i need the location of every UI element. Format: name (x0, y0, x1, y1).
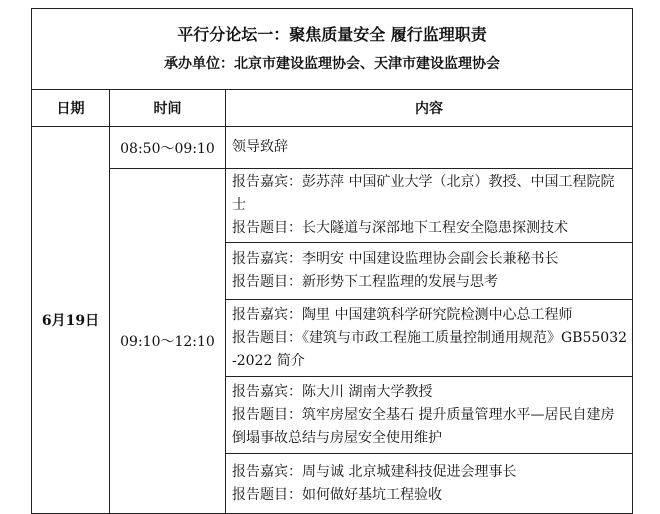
date-cell: 6月19日 (32, 127, 110, 514)
title-cell (32, 9, 633, 90)
column-header-time: 时间 (110, 90, 226, 127)
talk-cell (226, 169, 633, 243)
talk-speaker: 报告嘉宾：李明安 中国建设监理协会副会长兼秘书长 (232, 251, 559, 267)
forum-title: 平行分论坛一：聚焦质量安全 履行监理职责 (177, 25, 487, 44)
forum-schedule-table (31, 8, 633, 514)
talk-topic: 报告题目：长大隧道与深部地下工程安全隐患探测技术 (232, 220, 568, 236)
talk-speaker: 报告嘉宾：彭苏萍 中国矿业大学（北京）教授、中国工程院院士 (232, 174, 615, 213)
talk-cell (226, 300, 633, 377)
talk-topic: 报告题目：《建筑与市政工程施工质量控制通用规范》GB55032-2022 简介 (232, 329, 628, 369)
talk-cell (226, 243, 633, 300)
talk-speaker: 报告嘉宾：陈大川 湖南大学教授 (232, 383, 433, 400)
column-header-date: 日期 (32, 90, 110, 127)
column-header-row (32, 90, 633, 127)
talk-row (32, 169, 633, 243)
talk-speaker: 报告嘉宾：陶里 中国建筑科学研究院检测中心总工程师 (232, 306, 573, 323)
talk-topic: 报告题目：如何做好基坑工程验收 (232, 486, 442, 503)
talk-cell (226, 377, 633, 454)
session-time: 09:10～12:10 (110, 169, 226, 514)
talk-topic: 报告题目：新形势下工程监理的发展与思考 (232, 274, 498, 290)
opening-content: 领导致辞 (226, 127, 633, 169)
talk-speaker: 报告嘉宾：周与诚 北京城建科技促进会理事长 (232, 463, 517, 480)
title-row (32, 9, 633, 90)
column-header-content: 内容 (226, 90, 633, 127)
opening-row (32, 127, 633, 169)
organizers-line: 承办单位：北京市建设监理协会、天津市建设监理协会 (164, 56, 500, 72)
talk-topic: 报告题目：筑牢房屋安全基石 提升质量管理水平—居民自建房倒塌事故总结与房屋安全使用维护 (232, 406, 615, 446)
opening-time: 08:50～09:10 (110, 127, 226, 169)
